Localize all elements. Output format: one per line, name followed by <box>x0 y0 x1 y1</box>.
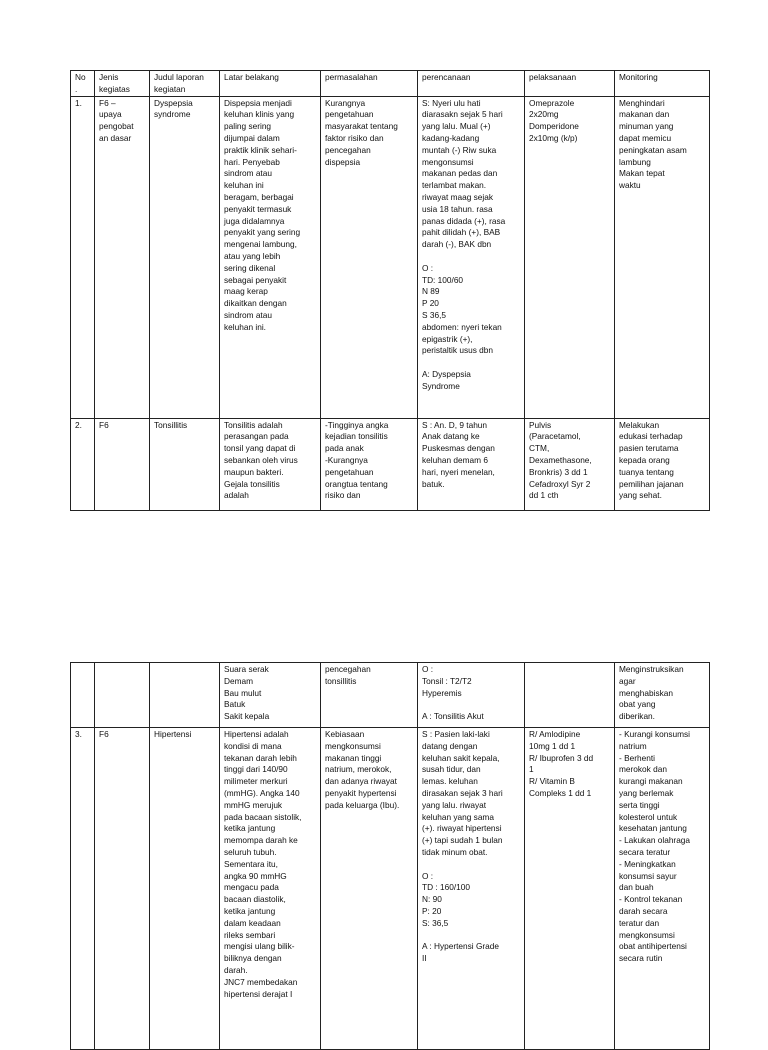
cell-pelaksanaan <box>525 663 615 728</box>
cell-no: 1. <box>71 96 95 418</box>
cell-latar: Dispepsia menjadi keluhan klinis yang paling sering dijumpai dalam praktik klinik sehari- hari. Penyebab sindrom atau keluhan ini beragam, berbagai penyakit termasuk juga didalamnya penyakit yang sering mengenai lambung, atau yang lebih sering dikenal sebagai penyakit maag kerap dikaitkan dengan sindrom atau keluhan ini. <box>220 96 321 418</box>
cell-monitoring: Menghindari makanan dan minuman yang dapat memicu peningkatan asam lambung Makan tepat waktu <box>615 96 710 418</box>
cell-no: 3. <box>71 728 95 1050</box>
cell-latar: Tonsilitis adalah perasangan pada tonsil yang dapat di sebankan oleh virus maupun bakteri. Gejala tonsilitis adalah <box>220 418 321 510</box>
header-perencanaan: perencanaan <box>418 71 525 97</box>
header-judul: Judul laporan kegiatan <box>150 71 220 97</box>
cell-no: 2. <box>71 418 95 510</box>
header-monitoring: Monitoring <box>615 71 710 97</box>
cell-jenis: F6 – upaya pengobat an dasar <box>95 96 150 418</box>
cell-judul <box>150 663 220 728</box>
table-row <box>71 663 710 728</box>
cell-pelaksanaan: Pulvis (Paracetamol, CTM, Dexamethasone, Bronkris) 3 dd 1 Cefadroxyl Syr 2 dd 1 cth <box>525 418 615 510</box>
cell-perencanaan: S : An. D, 9 tahun Anak datang ke Puskesmas dengan keluhan demam 6 hari, nyeri menelan, batuk. <box>418 418 525 510</box>
header-jenis: Jenis kegiatas <box>95 71 150 97</box>
header-no: No . <box>71 71 95 97</box>
header-permasalahan: permasalahan <box>321 71 418 97</box>
header-row <box>71 71 710 97</box>
cell-permasalahan: Kurangnya pengetahuan masyarakat tentang faktor risiko dan pencegahan dispepsia <box>321 96 418 418</box>
table-row <box>71 728 710 1050</box>
cell-jenis: F6 <box>95 728 150 1050</box>
header-pelaksanaan: pelaksanaan <box>525 71 615 97</box>
cell-permasalahan: Kebiasaan mengkonsumsi makanan tinggi natrium, merokok, dan adanya riwayat penyakit hypertensi pada keluarga (Ibu). <box>321 728 418 1050</box>
cell-jenis: F6 <box>95 418 150 510</box>
cell-permasalahan: -Tingginya angka kejadian tonsilitis pada anak -Kurangnya pengetahuan orangtua tentang risiko dan <box>321 418 418 510</box>
cell-latar: Hipertensi adalah kondisi di mana tekanan darah lebih tinggi dari 140/90 milimeter merkuri (mmHG). Angka 140 mmHG merujuk pada bacaan sistolik, ketika jantung memompa darah ke seluruh tubuh. Sementara itu, angka 90 mmHG mengacu pada bacaan diastolik, ketika jantung dalam keadaan rileks sembari mengisi ulang bilik- biliknya dengan darah. JNC7 membedakan hipertensi derajat I <box>220 728 321 1050</box>
cell-monitoring: - Kurangi konsumsi natrium - Berhenti merokok dan kurangi makanan yang berlemak serta tinggi kolesterol untuk kesehatan jantung - Lakukan olahraga secara teratur - Meningkatkan konsumsi sayur dan buah - Kontrol tekanan darah secara teratur dan mengkonsumsi obat antihipertensi secara rutin <box>615 728 710 1050</box>
cell-pelaksanaan: R/ Amlodipine 10mg 1 dd 1 R/ Ibuprofen 3 dd 1 R/ Vitamin B Compleks 1 dd 1 <box>525 728 615 1050</box>
cell-perencanaan: S : Pasien laki-laki datang dengan keluhan sakit kepala, susah tidur, dan lemas. keluhan dirasakan sejak 3 hari yang lalu. riwayat keluhan yang sama (+). riwayat hipertensi (+) tapi sudah 1 bulan tidak minum obat. O : TD : 160/100 N: 90 P: 20 S: 36,5 A : Hypertensi Grade II <box>418 728 525 1050</box>
cell-no <box>71 663 95 728</box>
table-row <box>71 96 710 418</box>
header-latar: Latar belakang <box>220 71 321 97</box>
table-row <box>71 418 710 510</box>
cell-judul: Tonsillitis <box>150 418 220 510</box>
cell-perencanaan: S: Nyeri ulu hati diarasakn sejak 5 hari yang lalu. Mual (+) kadang-kadang muntah (-) Riw suka mengonsumsi makanan pedas dan terlambat makan. riwayat maag sejak usia 18 tahun. rasa panas didada (+), rasa pahit dilidah (+), BAB darah (-), BAK dbn O : TD: 100/60 N 89 P 20 S 36,5 abdomen: nyeri tekan epigastrik (+), peristaltik usus dbn A: Dyspepsia Syndrome <box>418 96 525 418</box>
report-table-top <box>70 70 710 511</box>
cell-jenis <box>95 663 150 728</box>
cell-monitoring: Melakukan edukasi terhadap pasien terutama kepada orang tuanya tentang pemilihan jajanan yang sehat. <box>615 418 710 510</box>
cell-monitoring: Menginstruksikan agar menghabiskan obat yang diberikan. <box>615 663 710 728</box>
cell-judul: Dyspepsia syndrome <box>150 96 220 418</box>
cell-judul: Hipertensi <box>150 728 220 1050</box>
cell-perencanaan: O : Tonsil : T2/T2 Hyperemis A : Tonsilitis Akut <box>418 663 525 728</box>
report-table-bottom <box>70 662 710 1050</box>
cell-pelaksanaan: Omeprazole 2x20mg Domperidone 2x10mg (k/p) <box>525 96 615 418</box>
cell-latar: Suara serak Demam Bau mulut Batuk Sakit kepala <box>220 663 321 728</box>
cell-permasalahan: pencegahan tonsillitis <box>321 663 418 728</box>
